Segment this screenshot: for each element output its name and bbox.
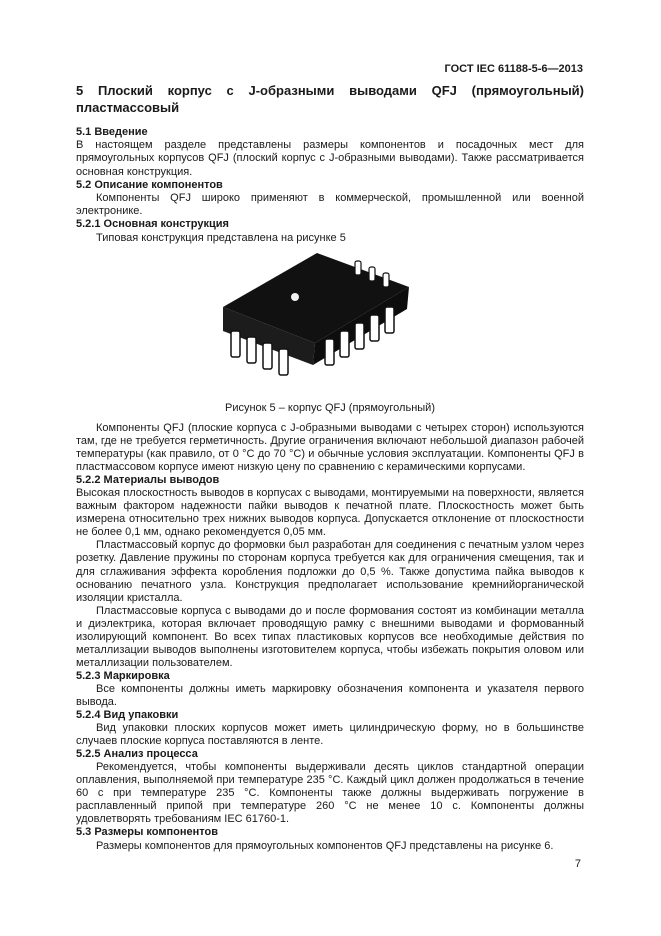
paragraph-5-2: Компоненты QFJ широко применяют в коммерческой, промышленной или военной электронике. <box>76 192 584 218</box>
paragraph-5-2-2-2: Пластмассовый корпус до формовки был разработан для соединения с печатным узлом через розетку. Давление пружины по сторонам корпуса требуется как для ограничения смещения, так и для сглаживания эффекта коробления подложки до 0,5 %. Также допустима пайка выводов к основанию печатного узла. Конструкция предполагает использование кремнийорганической изоляции кристалла. <box>76 539 584 604</box>
heading-5-2-1: 5.2.1 Основная конструкция <box>76 218 229 231</box>
paragraph-qfj-description: Компоненты QFJ (плоские корпуса с J-образными выводами с четырех сторон) используются там, где не требуется герметичность. Другие ограничения включают небольшой диапазон рабочей температуры (как правило, от 0 °C до 70 °C) и обычные условия эксплуатации. Компоненты QFJ в пластмассовом корпусе имеют низкую цену по сравнению с керамическими корпусами. <box>76 422 584 474</box>
heading-5-2: 5.2 Описание компонентов <box>76 178 223 191</box>
body-bottom <box>76 422 584 853</box>
paragraph-5-2-2-3: Пластмассовые корпуса с выводами до и после формования состоят из комбинации металла и диэлектрика, которая включает проводящую рамку с внешними выводами и формованный изолирующий компонент. Во всех типах пластиковых корпусов все необходимые действия по металлизации выводов выполнены изготовителем корпуса, чтобы избежать покрытия оловом или металлизации пользователем. <box>76 604 584 669</box>
heading-5-2-4: 5.2.4 Вид упаковки <box>76 709 179 722</box>
body-top <box>76 126 584 245</box>
paragraph-5-2-1: Типовая конструкция представлена на рисунке 5 <box>96 231 346 244</box>
heading-5-2-5: 5.2.5 Анализ процесса <box>76 748 198 761</box>
qfj-package-illustration <box>205 247 423 382</box>
paragraph-5-2-2-1: Высокая плоскостность выводов в корпусах с выводами, монтируемыми на поверхности, является важным фактором надежности пайки выводов к печатной плате. Плоскостность может быть измерена относительно трех нижних выводов корпуса. Допускается отклонение от плоскостности не более 0,1 мм, однако рекомендуется 0,05 мм. <box>76 487 584 539</box>
paragraph-5-2-4: Вид упаковки плоских корпусов может иметь цилиндрическую форму, но в большинстве случаев плоские корпуса поставляются в ленте. <box>76 722 584 748</box>
heading-5-2-2: 5.2.2 Материалы выводов <box>76 474 220 487</box>
paragraph-5-2-5: Рекомендуется, чтобы компоненты выдерживали десять циклов стандартной операции оплавления, выполняемой при температуре 235 °C. Каждый цикл должен продолжаться в течение 60 с при температуре 235 °C. Компоненты также должны выдерживать погружение в расплавленный припой при температуре 260 °C не менее 10 с. Компоненты должны удовлетворять требованиям IEC 61760-1. <box>76 761 584 826</box>
paragraph-5-3: Размеры компонентов для прямоугольных компонентов QFJ представлены на рисунке 6. <box>96 839 554 852</box>
paragraph-5-1: В настоящем разделе представлены размеры компонентов и посадочных мест для прямоугольных корпусов QFJ (плоский корпус с J-образными выводами). Также рассматривается основная конструкция. <box>76 139 584 178</box>
heading-5-2-3: 5.2.3 Маркировка <box>76 669 170 682</box>
figure-caption: Рисунок 5 – корпус QFJ (прямоугольный) <box>225 402 435 414</box>
page-number: 7 <box>574 858 581 870</box>
heading-5-3: 5.3 Размеры компонентов <box>76 826 218 839</box>
section-title: 5 Плоский корпус с J-образными выводами QFJ (прямоугольный) пластмассовый <box>76 83 584 115</box>
document-header: ГОСТ IEC 61188-5-6—2013 <box>444 63 583 75</box>
paragraph-5-2-3: Все компоненты должны иметь маркировку обозначения компонента и указателя первого вывода. <box>76 682 584 708</box>
heading-5-1: 5.1 Введение <box>76 126 148 138</box>
